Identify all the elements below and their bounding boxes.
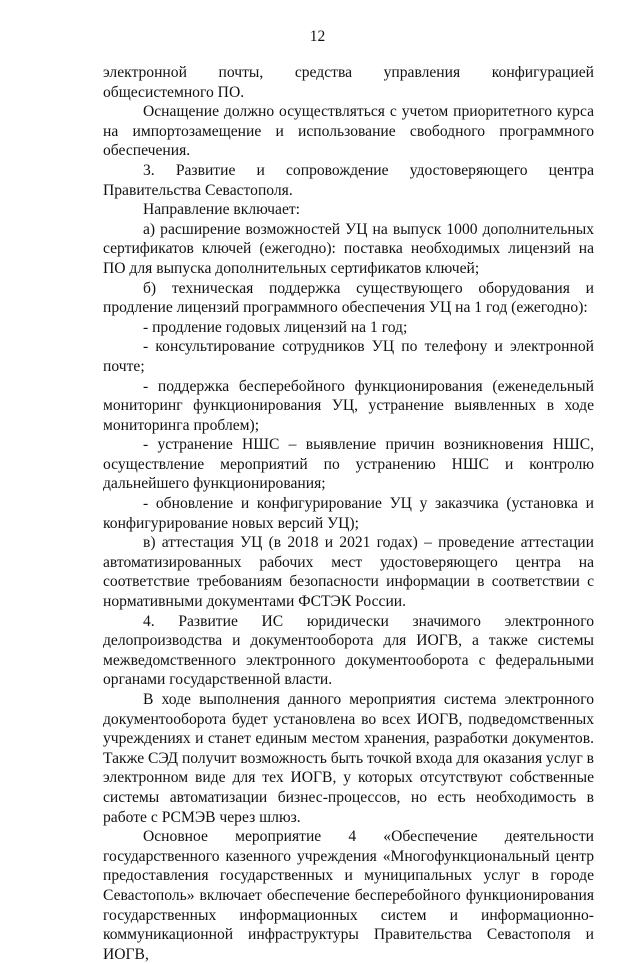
paragraph: - продление годовых лицензий на 1 год; (143, 318, 408, 336)
paragraph: - поддержка бесперебойного функционирования (еженедельный мониторинг функционирования УЦ, устранение выявленных в ходе мониторинга проблем); (103, 377, 594, 434)
page-body (103, 63, 594, 964)
paragraph: 4. Развитие ИС юридически значимого электронного делопроизводства и документооборота для ИОГВ, а также системы межведомственного электронного документооборота с федеральными органами государственной власти. (103, 612, 594, 689)
paragraph: Оснащение должно осуществляться с учетом приоритетного курса на импортозамещение и использование свободного программного обеспечения. (103, 103, 594, 160)
paragraph: - устранение НШС – выявление причин возникновения НШС, осуществление мероприятий по устранению НШС и контролю дальнейшего функционирования; (103, 436, 594, 493)
paragraph: В ходе выполнения данного мероприятия система электронного документооборота будет установлена во всех ИОГВ, подведомственных учреждениях и станет единым местом хранения, разработки документов. Также СЭД получит возможность быть точкой входа для оказания услуг в электронном виде для тех ИОГВ, у которых отсутствуют собственные системы автоматизации бизнес-процессов, но есть необходимость в работе с РСМЭВ через шлюз. (103, 691, 594, 826)
paragraph: 3. Развитие и сопровождение удостоверяющего центра Правительства Севастополя. (103, 161, 594, 199)
paragraph: а) расширение возможностей УЦ на выпуск 1000 дополнительных сертификатов ключей (ежегодно): поставка необходимых лицензий на ПО для выпуска дополнительных сертификатов ключей; (103, 220, 594, 277)
paragraph: б) техническая поддержка существующего оборудования и продление лицензий программного обеспечения УЦ на 1 год (ежегодно): (103, 279, 594, 317)
paragraph: - консультирование сотрудников УЦ по телефону и электронной почте; (103, 338, 594, 375)
paragraph: Основное мероприятие 4 «Обеспечение деятельности государственного казенного учреждения «Многофункциональный центр предоставления государственных и муниципальных услуг в городе Севастополь» включает обеспечение бесперебойного функционирования государственных информационных систем и информационно-коммуникационной инфраструктуры Правительства Севастополя и ИОГВ, (103, 828, 594, 963)
paragraph: - обновление и конфигурирование УЦ у заказчика (установка и конфигурирование новых версий УЦ); (103, 495, 594, 532)
paragraph: в) аттестация УЦ (в 2018 и 2021 годах) – проведение аттестации автоматизированных рабочих мест удостоверяющего центра на соответствие требованиям безопасности информации в соответствии с нормативными документами ФСТЭК России. (103, 534, 594, 611)
paragraph: Направление включает: (143, 201, 301, 219)
page-number: 12 (309, 28, 326, 45)
paragraph: электронной почты, средства управления конфигурацией общесистемного ПО. (103, 64, 594, 101)
